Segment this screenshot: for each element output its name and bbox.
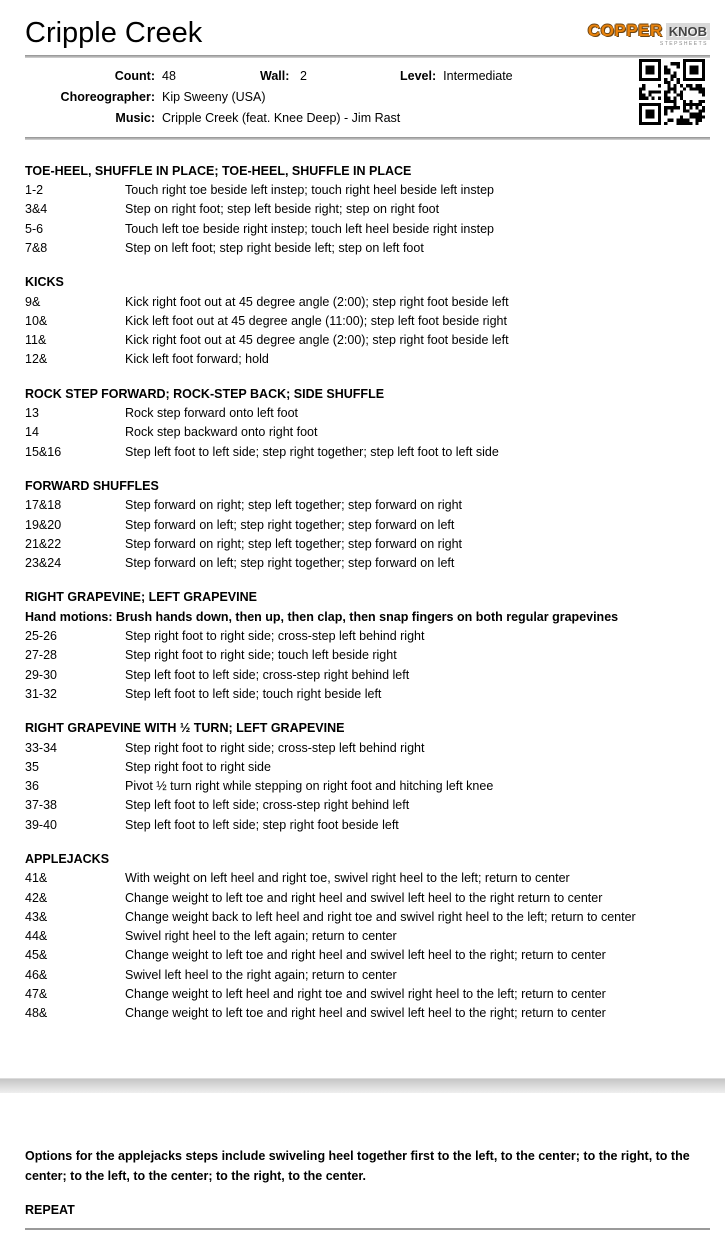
logo-wordmark	[588, 22, 710, 40]
step-row	[25, 739, 710, 758]
section-title: KICKS	[25, 275, 64, 290]
music-value: Cripple Creek (feat. Knee Deep) - Jim Rast	[162, 110, 401, 125]
step-description: Swivel left heel to the right again; return to center	[125, 967, 397, 982]
repeat-label: REPEAT	[25, 1203, 75, 1217]
step-description: Step forward on left; step right together; step forward on left	[125, 556, 455, 571]
step-count: 29-30	[25, 667, 57, 682]
section-title: APPLEJACKS	[25, 852, 110, 866]
step-description: Touch left toe beside right instep; touch left heel beside right instep	[125, 221, 494, 236]
step-count: 1-2	[25, 183, 44, 198]
step-row	[25, 816, 710, 835]
step-description: Swivel right heel to the left again; return to center	[125, 929, 397, 944]
music-label: Music:	[115, 110, 155, 125]
step-count: 21&22	[25, 536, 62, 551]
step-row	[25, 889, 710, 908]
step-sections	[25, 162, 710, 1024]
step-description: Kick left foot out at 45 degree angle (11:00); step left foot beside right	[125, 313, 507, 328]
step-count: 9&	[25, 294, 41, 309]
step-description: Step on right foot; step left beside right; step on right foot	[125, 202, 440, 217]
step-count: 41&	[25, 871, 48, 886]
logo-copper-text: COPPER	[587, 21, 663, 40]
page-break-bar	[0, 1078, 725, 1093]
step-description: Step left foot to left side; cross-step right behind left	[125, 667, 410, 682]
step-list	[25, 496, 710, 573]
meta-block	[25, 58, 710, 133]
step-list	[25, 293, 710, 370]
section-title: ROCK STEP FORWARD; ROCK-STEP BACK; SIDE SHUFFLE	[25, 386, 385, 401]
step-count: 12&	[25, 352, 48, 367]
step-row	[25, 796, 710, 815]
meta-row-counts	[25, 66, 710, 87]
step-count: 15&16	[25, 444, 62, 459]
step-row	[25, 685, 710, 704]
dance-section	[25, 719, 710, 835]
step-description: Step forward on left; step right together; step forward on left	[125, 517, 455, 532]
step-count: 5-6	[25, 221, 44, 236]
step-description: Change weight to left toe and right heel and swivel left heel to the right; return to center	[125, 948, 606, 963]
step-count: 13	[25, 406, 39, 421]
step-description: Step forward on right; step left together; step forward on right	[125, 498, 462, 513]
step-row	[25, 927, 710, 946]
step-count: 33-34	[25, 740, 57, 755]
step-row	[25, 293, 710, 312]
step-row	[25, 777, 710, 796]
step-count: 31-32	[25, 686, 57, 701]
step-row	[25, 404, 710, 423]
step-count: 36	[25, 779, 39, 794]
step-row	[25, 350, 710, 369]
step-description: Step left foot to left side; cross-step right behind left	[125, 798, 410, 813]
step-description: Pivot ½ turn right while stepping on right foot and hitching left knee	[125, 779, 494, 794]
step-count: 7&8	[25, 240, 48, 255]
step-row	[25, 758, 710, 777]
step-description: Change weight back to left heel and right toe and swivel right heel to the left; return to center	[125, 909, 636, 924]
level-value: Intermediate	[443, 68, 513, 83]
step-description: Rock step forward onto left foot	[125, 406, 299, 421]
step-description: Touch right toe beside left instep; touch right heel beside left instep	[125, 183, 494, 198]
step-row	[25, 239, 710, 258]
meta-divider	[25, 137, 710, 140]
step-count: 46&	[25, 967, 48, 982]
header	[25, 0, 710, 51]
step-count: 14	[25, 425, 39, 440]
qr-code	[639, 59, 705, 125]
choreographer-value: Kip Sweeny (USA)	[162, 89, 266, 104]
step-description: Kick right foot out at 45 degree angle (2:00); step right foot beside left	[125, 333, 509, 348]
section-title: RIGHT GRAPEVINE; LEFT GRAPEVINE	[25, 590, 257, 605]
step-count: 43&	[25, 909, 48, 924]
level-label: Level:	[400, 68, 437, 83]
options-note: Options for the applejacks steps include swiveling heel together first to the left, to the center; to the right, to the center; to the left, to the center; to the right, to the center.	[25, 1149, 690, 1183]
step-description: With weight on left heel and right toe, swivel right heel to the left; return to center	[125, 871, 570, 886]
step-description: Step right foot to right side	[125, 759, 271, 774]
step-count: 19&20	[25, 517, 62, 532]
step-description: Change weight to left heel and right toe and swivel right heel to the left; return to center	[125, 987, 606, 1002]
dance-section	[25, 850, 710, 1024]
step-row	[25, 985, 710, 1004]
footer	[25, 1146, 710, 1217]
step-description: Change weight to left toe and right heel and swivel left heel to the right; return to center	[125, 1006, 606, 1021]
step-list	[25, 869, 710, 1023]
step-count: 39-40	[25, 817, 57, 832]
step-description: Step right foot to right side; touch left beside right	[125, 648, 397, 663]
step-row	[25, 908, 710, 927]
step-list	[25, 404, 710, 462]
step-row	[25, 516, 710, 535]
logo-knob-text: KNOB	[666, 23, 710, 40]
step-count: 11&	[25, 333, 47, 348]
dance-section	[25, 273, 710, 369]
meta-row-music	[25, 108, 710, 129]
dance-section	[25, 588, 710, 704]
step-row	[25, 554, 710, 573]
step-count: 44&	[25, 929, 48, 944]
step-count: 3&4	[25, 202, 48, 217]
step-list	[25, 739, 710, 835]
page-title: Cripple Creek	[25, 17, 203, 49]
section-title: FORWARD SHUFFLES	[25, 478, 159, 493]
step-description: Step right foot to right side; cross-step left behind right	[125, 629, 425, 644]
step-description: Change weight to left toe and right heel and swivel left heel to the right return to center	[125, 890, 603, 905]
step-row	[25, 443, 710, 462]
copperknob-logo[interactable]	[588, 22, 710, 47]
step-count: 45&	[25, 948, 48, 963]
step-count: 27-28	[25, 648, 57, 663]
step-row	[25, 181, 710, 200]
count-value: 48	[162, 68, 176, 83]
step-row	[25, 646, 710, 665]
count-label: Count:	[114, 68, 155, 83]
step-row	[25, 496, 710, 515]
step-count: 35	[25, 759, 39, 774]
bottom-divider	[25, 1228, 710, 1230]
step-row	[25, 535, 710, 554]
step-row	[25, 1004, 710, 1023]
step-row	[25, 220, 710, 239]
step-description: Step right foot to right side; cross-step left behind right	[125, 740, 425, 755]
step-row	[25, 627, 710, 646]
choreographer-label: Choreographer:	[60, 89, 155, 104]
step-description: Step left foot to left side; touch right beside left	[125, 686, 382, 701]
step-row	[25, 966, 710, 985]
step-count: 47&	[25, 987, 48, 1002]
step-row	[25, 331, 710, 350]
step-count: 48&	[25, 1006, 48, 1021]
section-note: Hand motions: Brush hands down, then up, then clap, then snap fingers on both regular grapevines	[25, 609, 619, 624]
section-title: TOE-HEEL, SHUFFLE IN PLACE; TOE-HEEL, SHUFFLE IN PLACE	[25, 163, 412, 178]
step-row	[25, 312, 710, 331]
step-description: Step left foot to left side; step right foot beside left	[125, 817, 399, 832]
step-row	[25, 666, 710, 685]
step-count: 23&24	[25, 556, 62, 571]
step-list	[25, 627, 710, 704]
step-description: Kick right foot out at 45 degree angle (2:00); step right foot beside left	[125, 294, 509, 309]
step-description: Kick left foot forward; hold	[125, 352, 269, 367]
dance-section	[25, 162, 710, 258]
step-description: Step on left foot; step right beside left; step on left foot	[125, 240, 424, 255]
meta-row-choreographer	[25, 87, 710, 108]
wall-value: 2	[300, 68, 307, 83]
dance-section	[25, 385, 710, 462]
step-description: Rock step backward onto right foot	[125, 425, 318, 440]
step-description: Step left foot to left side; step right together; step left foot to left side	[125, 444, 499, 459]
wall-label: Wall:	[260, 68, 290, 83]
step-row	[25, 200, 710, 219]
step-count: 17&18	[25, 498, 62, 513]
step-count: 42&	[25, 890, 48, 905]
step-row	[25, 869, 710, 888]
section-title: RIGHT GRAPEVINE WITH ½ TURN; LEFT GRAPEVINE	[25, 721, 345, 736]
logo-tagline: STEPSHEETS	[659, 41, 708, 47]
step-description: Step forward on right; step left together; step forward on right	[125, 536, 462, 551]
dance-section	[25, 477, 710, 573]
step-row	[25, 946, 710, 965]
step-list	[25, 181, 710, 258]
step-row	[25, 423, 710, 442]
step-count: 10&	[25, 313, 48, 328]
step-count: 25-26	[25, 629, 57, 644]
step-count: 37-38	[25, 798, 57, 813]
